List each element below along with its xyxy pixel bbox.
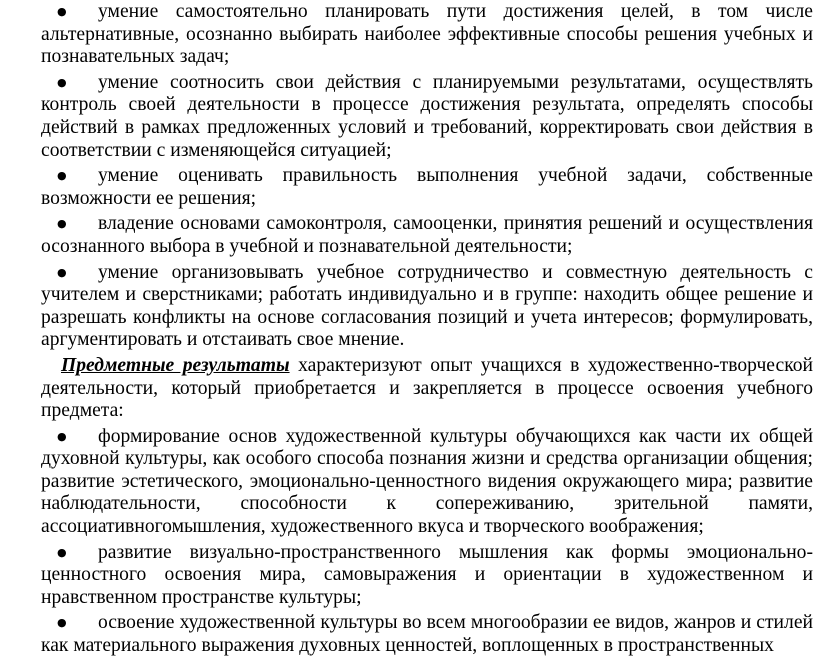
bullet-icon: ● — [57, 616, 67, 630]
list-item — [41, 72, 813, 162]
list-item — [41, 1, 813, 69]
document-page — [41, 0, 813, 658]
section-heading: Предметные результаты — [61, 354, 290, 376]
bullet-icon: ● — [57, 265, 67, 279]
list-item-text: умение организовывать учебное сотрудничество и совместную деятельность с учителем и сверстниками; работать индивидуально и в группе: находить общее решение и разрешать конфликты на основе согласования позиций и учета интересов; формулировать, аргументировать и отстаивать свое мнение. — [41, 261, 813, 351]
list-item-text: умение оценивать правильность выполнения учебной задачи, собственные возможности ее решения; — [41, 165, 813, 209]
bullet-icon: ● — [57, 75, 67, 89]
bullet-icon: ● — [57, 429, 67, 443]
list-item — [41, 542, 813, 610]
subject-results-paragraph — [41, 355, 813, 423]
bullet-icon: ● — [57, 169, 67, 183]
list-item-text: владение основами самоконтроля, самооценки, принятия решений и осуществления осознанного выбора в учебной и познавательной деятельности; — [41, 213, 813, 257]
list-item-text: освоение художественной культуры во всем многообразии ее видов, жанров и стилей как материального выражения духовных ценностей, воплощенных в пространственных — [41, 612, 813, 657]
paragraph-text: характеризуют опыт учащихся в художественно-творческой деятельности, который приобретается и закрепляется в процессе освоения учебного предмета: — [41, 354, 813, 422]
list-item-text: формирование основ художественной культуры обучающихся как части их общей духовной культуры, как особого способа познания жизни и средства организации общения; развитие эстетического, эмоционально-ценностного видения окружающего мира; развитие наблюдательности, способности к сопереживанию, зрительной памяти, ассоциативногомышления, художественного вкуса и творческого воображения; — [41, 425, 813, 538]
bullet-icon: ● — [57, 217, 67, 231]
list-item-text: развитие визуально-пространственного мышления как формы эмоционально-ценностного освоения мира, самовыражения и ориентации в художественном и нравственном пространстве культуры; — [41, 541, 813, 608]
list-item — [41, 426, 813, 539]
list-item-text: умение самостоятельно планировать пути достижения целей, в том числе альтернативные, осознанно выбирать наиболее эффективные способы решения учебных и познавательных задач; — [41, 1, 813, 68]
list-item — [41, 262, 813, 352]
list-item — [41, 165, 813, 210]
bullet-icon: ● — [57, 545, 67, 559]
list-item-text: умение соотносить свои действия с планируемыми результатами, осуществлять контроль своей деятельности в процессе достижения результата, определять способы действий в рамках предложенных условий и требований, корректировать свои действия в соответствии с изменяющейся ситуацией; — [41, 71, 813, 161]
list-item — [41, 612, 813, 657]
list-item — [41, 213, 813, 258]
bullet-icon: ● — [57, 5, 67, 18]
